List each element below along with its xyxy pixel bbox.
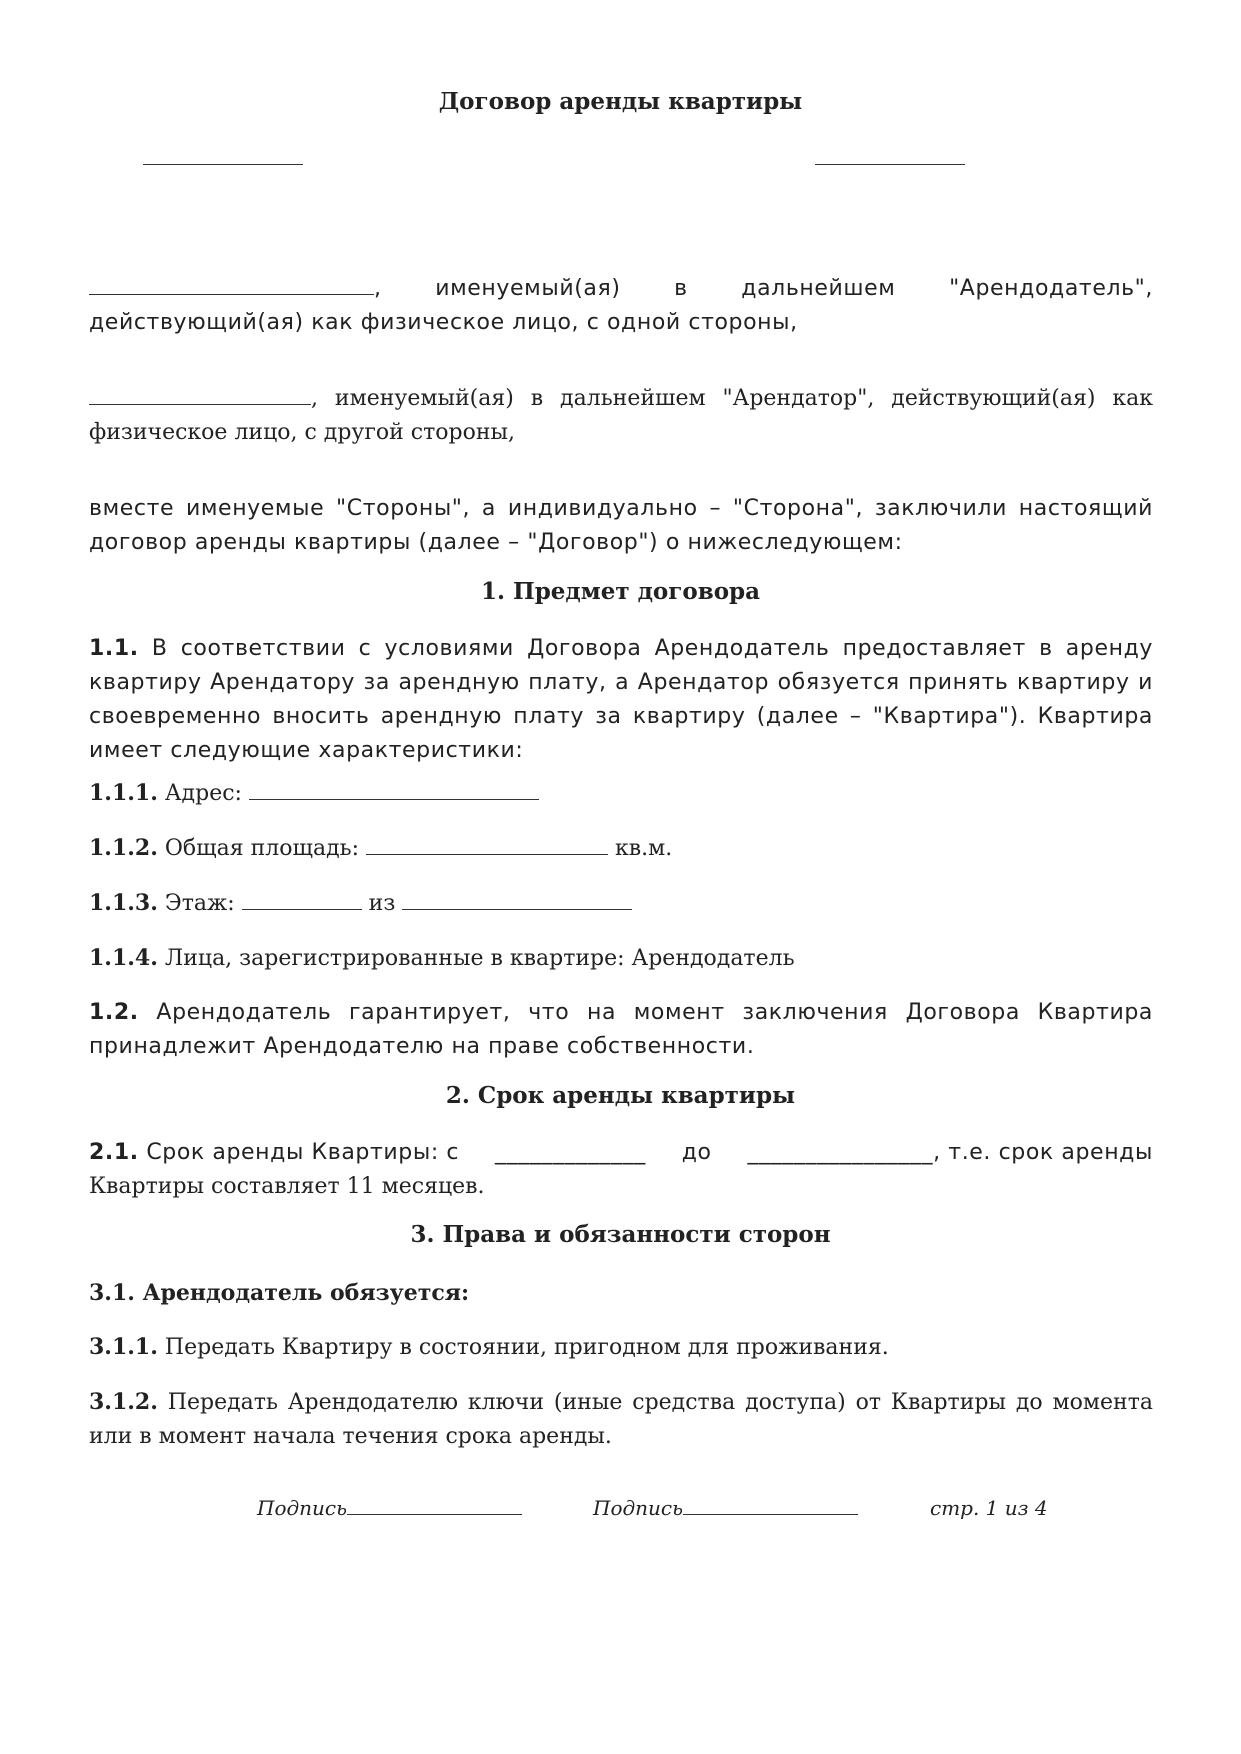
clause-1-1-2 bbox=[89, 831, 1153, 866]
clause-1-2 bbox=[89, 996, 1153, 1064]
tenant-role-text: , именуемый(ая) в дальнейшем "Арендатор", действующий(ая) как bbox=[311, 386, 1153, 411]
landlord-role-text: , именуемый(ая) в дальнейшем "Арендодатель", bbox=[374, 276, 1153, 301]
signature-2-label: Подпись bbox=[593, 1496, 684, 1520]
tenant-role-text-2: физическое лицо, с другой стороны, bbox=[89, 420, 516, 445]
floor-blank bbox=[242, 891, 362, 910]
section-1-heading: 1. Предмет договора bbox=[480, 578, 761, 605]
clause-1-2-number: 1.2. bbox=[89, 1000, 139, 1025]
clause-3-1: 3.1. Арендодатель обязуется: bbox=[89, 1280, 470, 1306]
term-duration-text: Квартиры составляет 11 месяцев. bbox=[89, 1174, 485, 1199]
clause-1-1-text: В соответствии с условиями Договора Арендодатель предоставляет в аренду квартиру Арендатору за арендную плату, а Арендатор обязуется принять квартиру и своевременно вносить арендную плату за квартиру (далее – "Квартира"). Квартира имеет следующие характеристики: bbox=[89, 636, 1153, 763]
registered-persons-text: Лица, зарегистрированные в квартире: Арендодатель bbox=[157, 946, 795, 971]
clause-1-2-text: Арендодатель гарантирует, что на момент заключения Договора Квартира принадлежит Арендодателю на праве собственности. bbox=[89, 1000, 1153, 1059]
term-to-label: до bbox=[681, 1140, 712, 1165]
clause-1-1-1 bbox=[89, 776, 1153, 811]
tenant-name-blank bbox=[89, 386, 311, 405]
clause-1-1-3-number: 1.1.3. bbox=[89, 890, 158, 916]
area-label: Общая площадь: bbox=[157, 836, 360, 861]
term-end-blank: ________________ bbox=[747, 1140, 934, 1165]
signature-1-blank bbox=[347, 1500, 522, 1515]
clause-1-1-1-number: 1.1.1. bbox=[89, 780, 158, 806]
clause-3-1-1-text: Передать Квартиру в состоянии, пригодном для проживания. bbox=[157, 1335, 889, 1360]
section-3-heading: 3. Права и обязанности сторон bbox=[410, 1221, 831, 1248]
landlord-paragraph bbox=[89, 272, 1153, 340]
clause-3-1-1 bbox=[89, 1330, 1153, 1365]
floor-of-label: из bbox=[368, 891, 396, 916]
section-2-heading: 2. Срок аренды квартиры bbox=[445, 1082, 796, 1109]
clause-3-1-2 bbox=[89, 1385, 1153, 1454]
landlord-name-blank bbox=[89, 276, 374, 295]
signature-2 bbox=[593, 1496, 858, 1520]
clause-3-1-2-number: 3.1.2. bbox=[89, 1389, 158, 1415]
parties-together-paragraph: вместе именуемые "Стороны", а индивидуально – "Сторона", заключили настоящий договор аренды квартиры (далее – "Договор") о нижеследующем: bbox=[89, 496, 1153, 555]
area-blank bbox=[366, 836, 608, 855]
tenant-paragraph bbox=[89, 382, 1153, 450]
total-floors-blank bbox=[402, 891, 632, 910]
floor-label: Этаж: bbox=[157, 891, 235, 916]
landlord-role-text-2: действующий(ая) как физическое лицо, с одной стороны, bbox=[89, 310, 798, 335]
city-blank bbox=[143, 164, 303, 165]
page-number: стр. 1 из 4 bbox=[930, 1496, 1048, 1520]
signature-1 bbox=[257, 1496, 522, 1520]
clause-1-1 bbox=[89, 632, 1153, 768]
clause-1-1-2-number: 1.1.2. bbox=[89, 835, 158, 861]
signature-2-blank bbox=[683, 1500, 858, 1515]
clause-1-1-number: 1.1. bbox=[89, 636, 139, 661]
clause-2-1 bbox=[89, 1136, 1153, 1204]
address-label: Адрес: bbox=[157, 781, 242, 806]
clause-1-1-4-number: 1.1.4. bbox=[89, 945, 158, 971]
signature-1-label: Подпись bbox=[257, 1496, 348, 1520]
document-title: Договор аренды квартиры bbox=[438, 88, 803, 115]
clause-1-1-3 bbox=[89, 886, 1153, 921]
term-start-blank: _____________ bbox=[495, 1140, 646, 1165]
clause-3-1-1-number: 3.1.1. bbox=[89, 1334, 158, 1360]
address-blank bbox=[249, 781, 539, 800]
clause-1-1-4 bbox=[89, 941, 1153, 976]
clause-2-1-number: 2.1. bbox=[89, 1140, 139, 1165]
area-unit: кв.м. bbox=[615, 836, 673, 861]
term-text: , т.е. срок аренды bbox=[933, 1140, 1153, 1165]
date-blank bbox=[815, 164, 965, 165]
clause-3-1-2-text: Передать Арендодателю ключи (иные средства доступа) от Квартиры до момента или в момент начала течения срока аренды. bbox=[89, 1390, 1153, 1449]
term-from-label: Срок аренды Квартиры: с bbox=[138, 1140, 460, 1165]
